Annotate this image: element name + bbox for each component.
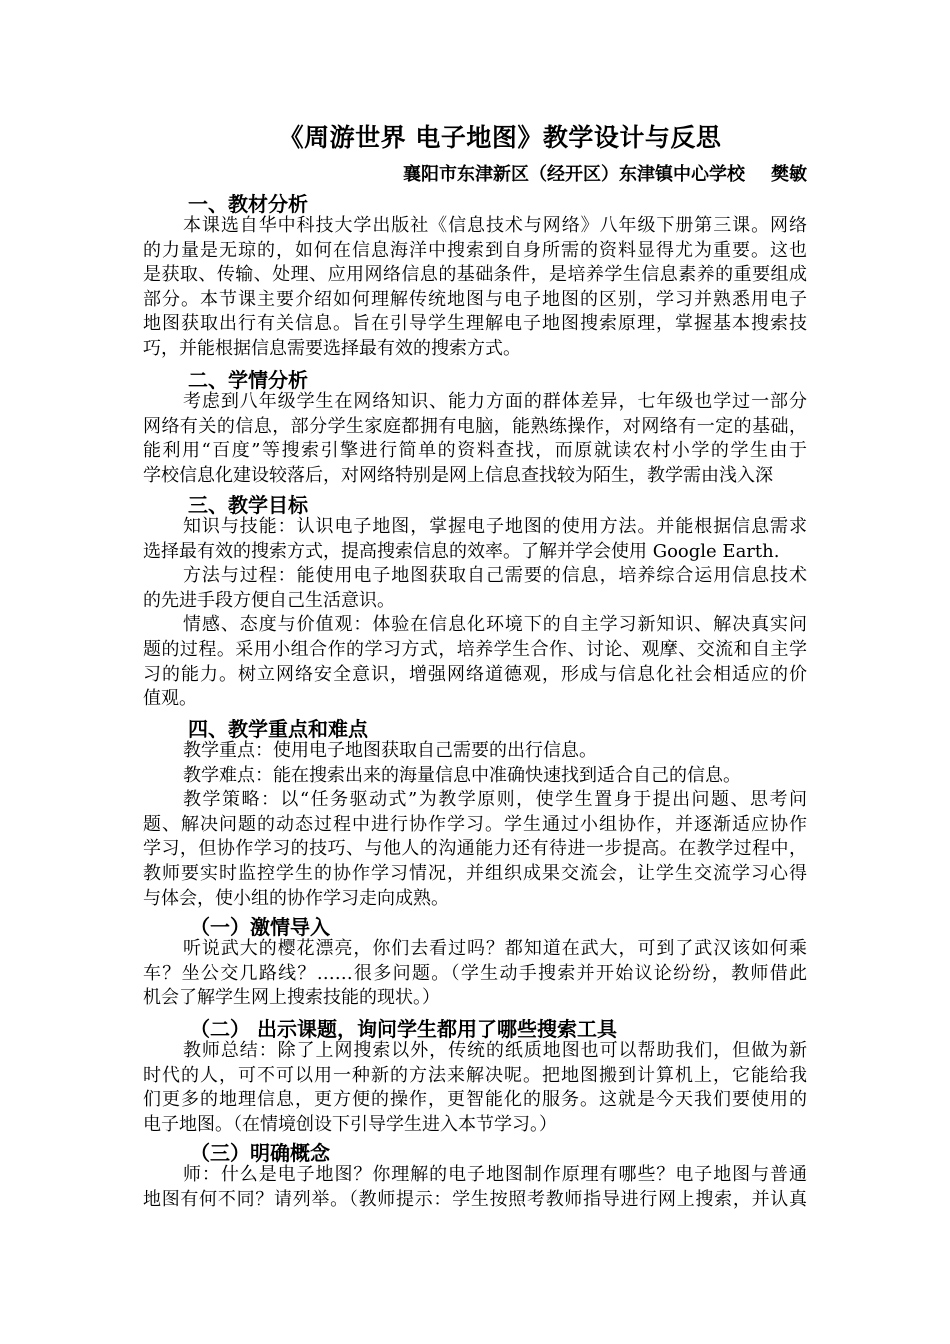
paragraph-line: 网络有关的信息，部分学生家庭都拥有电脑，能熟练操作，对网络有一定的基础， [143, 415, 807, 437]
paragraph-line: 时代的人，可不可以用一种新的方法来解决呢。把地图搬到计算机上，它能给我 [143, 1064, 807, 1086]
section-heading: （三）明确概念 [190, 1141, 330, 1165]
section-heading: （二） 出示课题，询问学生都用了哪些搜索工具 [190, 1017, 617, 1041]
author-line [403, 160, 807, 186]
paragraph-line: 习的能力。树立网络安全意识，增强网络道德观，形成与信息化社会相适应的价 [143, 663, 807, 685]
paragraph-line: 机会了解学生网上搜索技能的现状。） [143, 987, 440, 1009]
paragraph-line: 部分。本节课主要介绍如何理解传统地图与电子地图的区别，学习并熟悉用电子 [143, 288, 807, 310]
paragraph-line: 的力量是无琼的，如何在信息海洋中搜索到自身所需的资料显得尤为重要。这也 [143, 239, 807, 261]
paragraph-line: 地图获取出行有关信息。旨在引导学生理解电子地图搜索原理，掌握基本搜索技 [143, 313, 807, 335]
paragraph-line: 师：什么是电子地图？你理解的电子地图制作原理有哪些？电子地图与普通 [183, 1164, 807, 1185]
paragraph-line: 与体会，使小组的协作学习走向成熟。 [143, 887, 449, 909]
section-heading: 二、学情分析 [188, 368, 308, 392]
paragraph-line: 学习，但协作学习的技巧、与他人的沟通能力还有待进一步提高。在教学过程中， [143, 838, 807, 860]
paragraph-line: 选择最有效的搜索方式，提高搜索信息的效率。了解并学会使用 Google Earth. [143, 540, 780, 562]
paragraph-line: 教师要实时监控学生的协作学习情况，并组织成果交流会，让学生交流学习心得 [143, 863, 807, 884]
paragraph-line: 教学策略：以“任务驱动式”为教学原则，使学生置身于提出问题、思考问 [183, 789, 807, 811]
paragraph-line: 教学重点：使用电子地图获取自己需要的出行信息。 [183, 740, 597, 761]
section-heading: 三、教学目标 [188, 493, 308, 517]
paragraph-line: 题、解决问题的动态过程中进行协作学习。学生通过小组协作，并逐渐适应协作 [143, 813, 807, 835]
paragraph-line: 方法与过程：能使用电子地图获取自己需要的信息，培养综合运用信息技术 [183, 565, 807, 587]
paragraph-line: 能利用“百度”等搜索引擎进行简单的资料查找，而原就读农村小学的学生由于 [143, 440, 807, 462]
paragraph-line: 电子地图。（在情境创设下引导学生进入本节学习。） [143, 1113, 557, 1135]
paragraph-line: 是获取、传输、处理、应用网络信息的基础条件，是培养学生信息素养的重要组成 [143, 264, 807, 286]
paragraph-line: 题的过程。采用小组合作的学习方式，培养学生合作、讨论、观摩、交流和自主学 [143, 639, 807, 660]
paragraph-line: 教学难点：能在搜索出来的海量信息中准确快速找到适合自己的信息。 [183, 764, 741, 786]
author-school: 襄阳市东津新区（经开区）东津镇中心学校 [403, 164, 745, 185]
author-name: 樊敏 [771, 164, 807, 185]
paragraph-line: 地图有何不同？请列举。（教师提示：学生按照考教师指导进行网上搜索，并认真 [143, 1188, 807, 1210]
section-heading: （一）激情导入 [190, 915, 330, 939]
section-heading: 四、教学重点和难点 [188, 717, 368, 741]
paragraph-line: 本课选自华中科技大学出版社《信息技术与网络》八年级下册第三课。网络 [183, 215, 807, 236]
paragraph-line: 巧，并能根据信息需要选择最有效的搜索方式。 [143, 338, 521, 359]
paragraph-line: 学校信息化建设较落后，对网络特别是网上信息查找较为陌生，教学需由浅入深 [143, 464, 773, 486]
paragraph-line: 教师总结：除了上网搜索以外，传统的纸质地图也可以帮助我们，但做为新 [183, 1040, 807, 1061]
paragraph-line: 的先进手段方便自己生活意识。 [143, 589, 395, 611]
paragraph-line: 考虑到八年级学生在网络知识、能力方面的群体差异，七年级也学过一部分 [183, 391, 807, 412]
section-heading: 一、教材分析 [188, 192, 308, 216]
paragraph-line: 们更多的地理信息，更方便的操作，更智能化的服务。这就是今天我们要使用的 [143, 1089, 807, 1111]
paragraph-line: 情感、态度与价值观：体验在信息化环境下的自主学习新知识、解决真实问 [183, 614, 807, 636]
document-title: 《周游世界 电子地图》教学设计与反思 [278, 123, 722, 152]
paragraph-line: 值观。 [143, 688, 197, 710]
paragraph-line: 听说武大的樱花漂亮，你们去看过吗？都知道在武大，可到了武汉该如何乘 [183, 938, 807, 959]
paragraph-line: 知识与技能：认识电子地图，掌握电子地图的使用方法。并能根据信息需求 [183, 516, 807, 537]
paragraph-line: 车？坐公交几路线？……很多问题。（学生动手搜索并开始议论纷纷，教师借此 [143, 962, 807, 984]
